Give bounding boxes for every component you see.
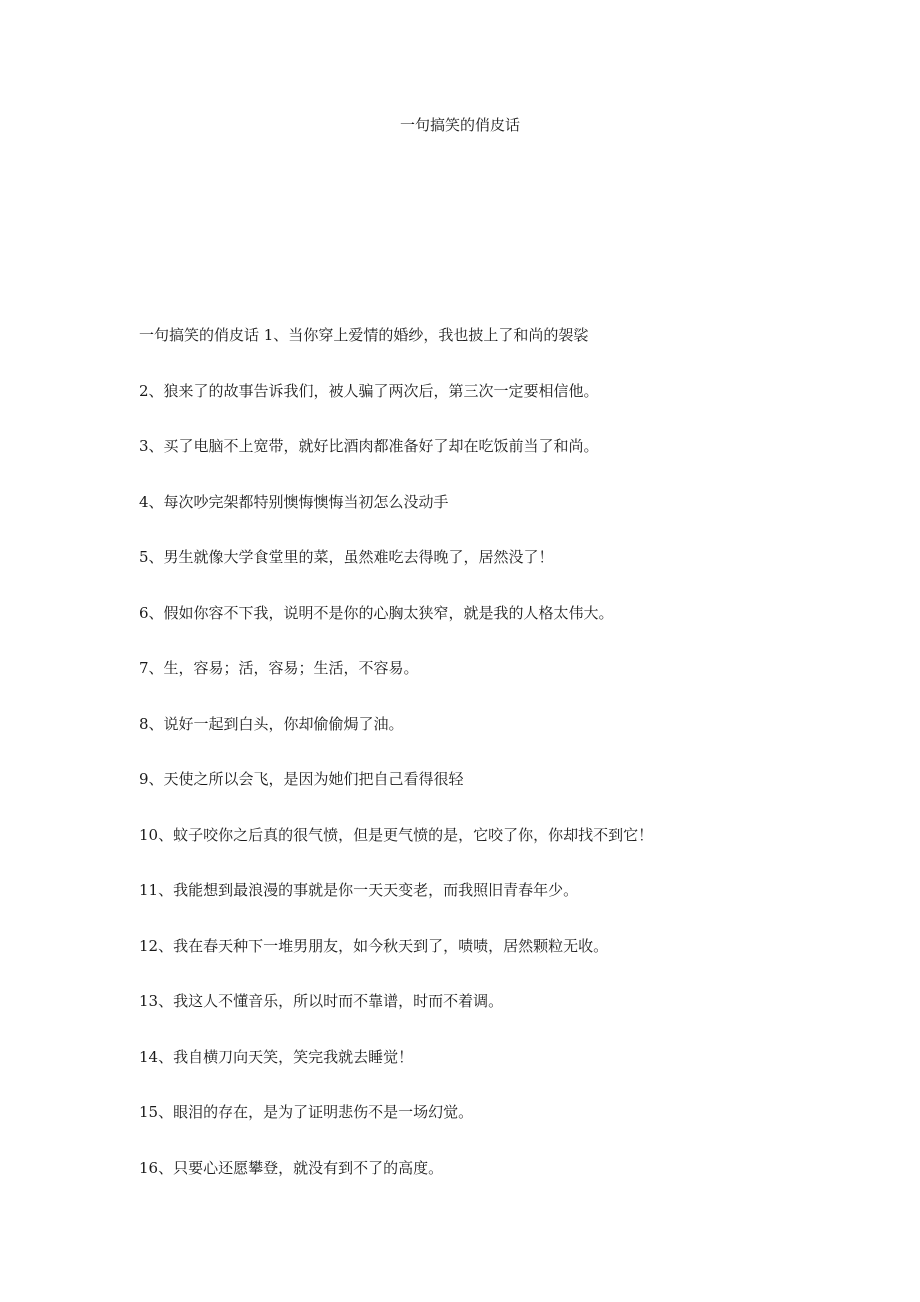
paragraph: 16、只要心还愿攀登，就没有到不了的高度。: [139, 1158, 444, 1177]
paragraph: 2、狼来了的故事告诉我们，被人骗了两次后，第三次一定要相信他。: [139, 381, 599, 400]
paragraph: 6、假如你容不下我，说明不是你的心胸太狭窄，就是我的人格太伟大。: [139, 603, 614, 622]
paragraph: 14、我自横刀向天笑，笑完我就去睡觉！: [139, 1047, 414, 1066]
paragraph: 9、天使之所以会飞，是因为她们把自己看得很轻: [139, 770, 464, 788]
paragraph: 10、蚊子咬你之后真的很气愤，但是更气愤的是，它咬了你，你却找不到它！: [139, 825, 654, 844]
paragraph: 13、我这人不懂音乐，所以时而不靠谱，时而不着调。: [139, 992, 504, 1010]
document-body: [139, 323, 799, 1211]
document-title: 一句搞笑的俏皮话: [399, 116, 520, 134]
paragraph: 3、买了电脑不上宽带，就好比酒肉都准备好了却在吃饭前当了和尚。: [139, 437, 599, 455]
paragraph: 一句搞笑的俏皮话 1、当你穿上爱情的婚纱，我也披上了和尚的袈裟: [139, 326, 589, 344]
paragraph: 5、男生就像大学食堂里的菜，虽然难吃去得晚了，居然没了！: [139, 548, 554, 566]
paragraph: 12、我在春天种下一堆男朋友，如今秋天到了，啧啧，居然颗粒无收。: [139, 936, 609, 955]
paragraph: 15、眼泪的存在，是为了证明悲伤不是一场幻觉。: [139, 1103, 474, 1121]
paragraph: 8、说好一起到白头，你却偷偷焗了油。: [139, 714, 404, 733]
paragraph: 11、我能想到最浪漫的事就是你一天天变老，而我照旧青春年少。: [139, 881, 579, 899]
paragraph: 4、每次吵完架都特别懊悔懊悔当初怎么没动手: [139, 492, 449, 511]
paragraph: 7、生，容易；活，容易；生活，不容易。: [139, 659, 419, 677]
